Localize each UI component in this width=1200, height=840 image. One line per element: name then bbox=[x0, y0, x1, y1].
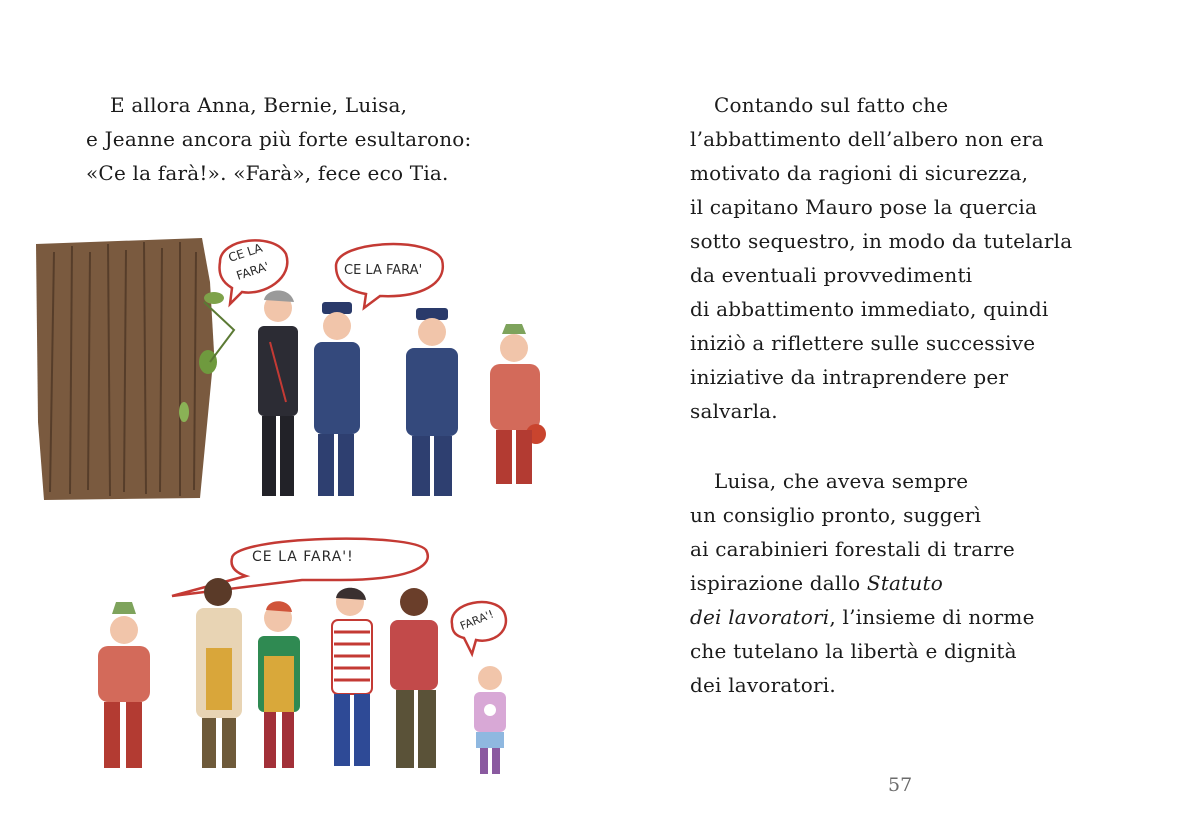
text-line bbox=[690, 566, 1035, 600]
text-line: motivato da ragioni di sicurezza, bbox=[690, 161, 1029, 185]
text-line: «Ce la farà!». «Farà», fece eco Tia. bbox=[86, 161, 449, 185]
text-line: iniziative da intraprendere per bbox=[690, 365, 1009, 389]
person-figure bbox=[258, 601, 300, 768]
child-figure bbox=[474, 666, 506, 774]
text-line: l’abbattimento dell’albero non era bbox=[690, 127, 1044, 151]
text-line: salvarla. bbox=[690, 399, 778, 423]
speech-bubble-4 bbox=[452, 602, 506, 654]
bubble-2-text: CE LA FARA' bbox=[344, 263, 423, 278]
right-paragraph-1 bbox=[690, 88, 1072, 428]
bubble-3-text: CE LA FARA'! bbox=[252, 549, 354, 565]
illustration-tree-carabinieri bbox=[24, 222, 564, 512]
bubble-4-text: FARA'! bbox=[458, 607, 496, 633]
person-figure bbox=[390, 588, 438, 768]
carabiniere-figure bbox=[258, 291, 298, 497]
tree-trunk bbox=[36, 238, 234, 500]
text-line: un consiglio pronto, suggerì bbox=[690, 503, 982, 527]
bubble-1-line-1: CE LA bbox=[226, 240, 265, 265]
text-line bbox=[690, 600, 1035, 634]
right-paragraph-2 bbox=[690, 464, 1035, 702]
text-line: e Jeanne ancora più forte esultarono: bbox=[86, 127, 472, 151]
illustration-cheering-people bbox=[70, 528, 540, 783]
book-title-italic: Statuto bbox=[866, 571, 943, 595]
book-title-italic: dei lavoratori bbox=[690, 605, 830, 629]
person-figure bbox=[98, 602, 150, 768]
person-figure bbox=[196, 578, 242, 768]
text-line: sotto sequestro, in modo da tutelarla bbox=[690, 229, 1073, 253]
text-line: che tutelano la libertà e dignità bbox=[690, 639, 1017, 663]
bubble-1-line-2: FARA' bbox=[234, 259, 271, 283]
left-paragraph bbox=[86, 88, 472, 190]
text-line: Luisa, che aveva sempre bbox=[714, 469, 969, 493]
text-line: dei lavoratori. bbox=[690, 673, 836, 697]
right-page bbox=[600, 0, 1200, 840]
police-officer-figure bbox=[314, 302, 360, 496]
text-line: il capitano Mauro pose la quercia bbox=[690, 195, 1038, 219]
person-figure bbox=[490, 324, 546, 484]
text-line: iniziò a riflettere sulle successive bbox=[690, 331, 1036, 355]
text-segment: ispirazione dallo bbox=[690, 571, 867, 595]
page-number: 57 bbox=[888, 774, 913, 796]
speech-bubble-2 bbox=[336, 244, 443, 308]
text-line: Contando sul fatto che bbox=[714, 93, 949, 117]
text-line: ai carabinieri forestali di trarre bbox=[690, 537, 1015, 561]
text-line: di abbattimento immediato, quindi bbox=[690, 297, 1049, 321]
text-line: E allora Anna, Bernie, Luisa, bbox=[110, 93, 408, 117]
person-figure bbox=[332, 588, 372, 766]
text-line: da eventuali provvedimenti bbox=[690, 263, 973, 287]
police-officer-figure bbox=[406, 308, 458, 496]
text-segment: , l’insieme di norme bbox=[829, 605, 1035, 629]
